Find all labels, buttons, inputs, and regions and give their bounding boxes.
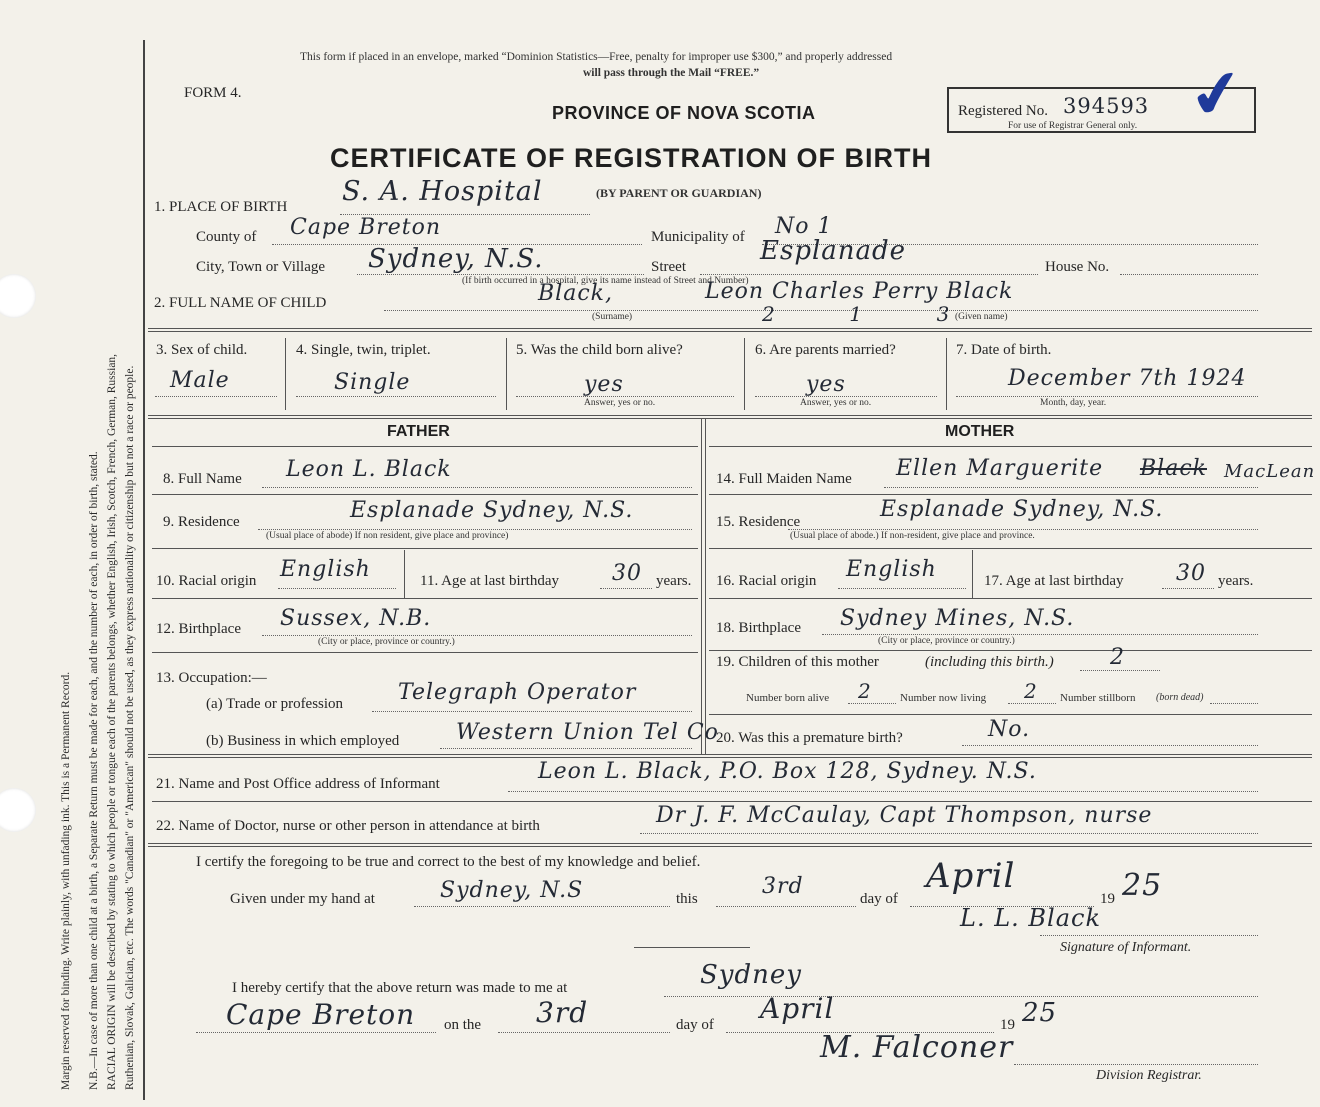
- multiple-birth-value: Single: [334, 370, 411, 395]
- stillborn-note: (born dead): [1156, 692, 1204, 703]
- born-alive-count-label: Number born alive: [746, 692, 830, 704]
- street-label: Street: [651, 259, 686, 275]
- certification-day-label: day of: [860, 891, 898, 907]
- certification-month: April: [926, 856, 1016, 896]
- father-business-label: (b) Business in which employed: [206, 733, 400, 749]
- father-birthplace-note: (City or place, province or country.): [318, 637, 455, 647]
- mother-birthplace-label: 18. Birthplace: [716, 620, 801, 636]
- given-name-note: (Given name): [955, 312, 1008, 322]
- now-living-value: 2: [1024, 679, 1038, 703]
- registrar-day: 3rd: [536, 996, 589, 1029]
- mother-name-value: Ellen Marguerite: [896, 456, 1104, 481]
- certification-year: 25: [1122, 868, 1163, 903]
- registrar-day-label: day of: [676, 1017, 714, 1033]
- doctor-value: Dr J. F. McCaulay, Capt Thompson, nurse: [656, 803, 1153, 828]
- mother-birthplace-note: (City or place, province or country.): [878, 636, 1015, 646]
- now-living-label: Number now living: [900, 692, 987, 704]
- father-age-label: 11. Age at last birthday: [420, 573, 559, 589]
- parents-married-value: yes: [806, 372, 846, 397]
- street-value: Esplanade: [760, 236, 907, 266]
- mother-residence-label: 15. Residence: [716, 514, 801, 530]
- father-residence-value: Esplanade Sydney, N.S.: [350, 498, 634, 523]
- father-heading: FATHER: [387, 423, 450, 440]
- informant-signature-label: Signature of Informant.: [1060, 940, 1192, 955]
- mother-children-note: (including this birth.): [925, 654, 1054, 670]
- child-name-order-marks: 2 1 3: [762, 302, 951, 326]
- sex-value: Male: [170, 368, 230, 393]
- punch-hole-bottom: [0, 788, 36, 832]
- checkmark-icon: ✔: [1184, 54, 1250, 135]
- mother-residence-value: Esplanade Sydney, N.S.: [880, 497, 1164, 522]
- county-value: Cape Breton: [290, 215, 442, 240]
- municipality-label: Municipality of: [651, 229, 745, 245]
- mother-racial-label: 16. Racial origin: [716, 573, 817, 589]
- registrar-place: Cape Breton: [226, 998, 416, 1031]
- doctor-label: 22. Name of Doctor, nurse or other person in attendance at birth: [156, 818, 540, 834]
- mother-age-value: 30: [1176, 561, 1206, 586]
- given-at-place: Sydney, N.S: [440, 878, 584, 903]
- house-number-label: House No.: [1045, 259, 1110, 275]
- certification-year-prefix: 19: [1100, 891, 1115, 907]
- father-age-value: 30: [612, 561, 642, 586]
- mother-age-label: 17. Age at last birthday: [984, 573, 1124, 589]
- mother-residence-note: (Usual place of abode.) If non-resident, give place and province.: [790, 531, 1035, 541]
- father-racial-label: 10. Racial origin: [156, 573, 257, 589]
- mother-heading: MOTHER: [945, 423, 1015, 440]
- father-residence-label: 9. Residence: [163, 514, 240, 530]
- certification-statement: I certify the foregoing to be true and correct to the best of my knowledge and belief.: [196, 854, 701, 870]
- registrar-year: 25: [1022, 998, 1058, 1028]
- father-birthplace-label: 12. Birthplace: [156, 621, 241, 637]
- punch-hole-top: [0, 274, 36, 318]
- this-label: this: [676, 891, 698, 907]
- mother-birthplace-value: Sydney Mines, N.S.: [840, 606, 1075, 631]
- premature-label: 20. Was this a premature birth?: [716, 730, 903, 746]
- mother-racial-value: English: [846, 557, 937, 582]
- registrar-place-top: Sydney: [700, 960, 802, 990]
- father-name-value: Leon L. Black: [286, 457, 452, 482]
- father-business-value: Western Union Tel Co: [456, 720, 719, 745]
- sex-label: 3. Sex of child.: [156, 342, 248, 358]
- informant-signature: L. L. Black: [960, 904, 1101, 932]
- father-occupation-label: 13. Occupation:—: [156, 670, 267, 686]
- county-label: County of: [196, 229, 257, 245]
- child-surname: Black,: [538, 281, 613, 306]
- place-of-birth-label: 1. PLACE OF BIRTH: [154, 199, 288, 215]
- place-of-birth-value: S. A. Hospital: [342, 176, 543, 207]
- registrar-month: April: [760, 992, 835, 1025]
- registrar-signature-label: Division Registrar.: [1096, 1068, 1202, 1083]
- city-value: Sydney, N.S.: [368, 244, 544, 274]
- stillborn-label: Number stillborn: [1060, 692, 1136, 704]
- mail-notice-line2: will pass through the Mail “FREE.”: [583, 67, 760, 79]
- premature-value: No.: [988, 717, 1031, 742]
- municipality-value: No 1: [775, 214, 833, 239]
- date-of-birth-value: December 7th 1924: [1008, 366, 1247, 391]
- father-name-label: 8. Full Name: [163, 471, 242, 487]
- registrar-year-prefix: 19: [1000, 1017, 1015, 1033]
- born-alive-label: 5. Was the child born alive?: [516, 342, 683, 358]
- father-trade-label: (a) Trade or profession: [206, 696, 344, 712]
- mother-children-label: 19. Children of this mother: [716, 654, 879, 670]
- mother-name-label: 14. Full Maiden Name: [716, 471, 852, 487]
- mother-name-after: MacLean: [1224, 461, 1316, 482]
- parents-married-label: 6. Are parents married?: [755, 342, 896, 358]
- informant-label: 21. Name and Post Office address of Informant: [156, 776, 440, 792]
- registrar-statement: I hereby certify that the above return was made to me at: [232, 980, 568, 996]
- form-number: FORM 4.: [184, 85, 242, 101]
- margin-note-multiple-births: N.B.—In case of more than one child at a birth, a Separate Return must be made for each, and the number of each, in order of birth, stated.: [88, 451, 100, 1090]
- certificate-title: CERTIFICATE OF REGISTRATION OF BIRTH: [330, 143, 932, 173]
- province-title: PROVINCE OF NOVA SCOTIA: [552, 103, 816, 123]
- mother-children-value: 2: [1110, 645, 1125, 670]
- mother-age-unit: years.: [1218, 573, 1254, 589]
- father-birthplace-value: Sussex, N.B.: [280, 606, 432, 631]
- hospital-note: (If birth occurred in a hospital, give its name instead of Street and Number): [462, 276, 749, 286]
- child-name-label: 2. FULL NAME OF CHILD: [154, 295, 327, 311]
- father-racial-value: English: [280, 557, 371, 582]
- registrar-on-label: on the: [444, 1017, 482, 1033]
- margin-note-racial-origin-2: Ruthenian, Slovak, Galician, etc. The words "Canadian" or "American" should not be used, as they express nationality or citizenship but not a race or people.: [124, 365, 136, 1090]
- registered-label: Registered No.: [958, 103, 1048, 119]
- father-trade-value: Telegraph Operator: [398, 680, 637, 705]
- registrar-only-note: For use of Registrar General only.: [1008, 121, 1138, 131]
- margin-border: [143, 40, 145, 1100]
- given-at-label: Given under my hand at: [230, 891, 375, 907]
- city-label: City, Town or Village: [196, 259, 326, 275]
- surname-note: (Surname): [592, 312, 633, 322]
- multiple-birth-label: 4. Single, twin, triplet.: [296, 342, 431, 358]
- certification-day: 3rd: [762, 874, 804, 899]
- informant-value: Leon L. Black, P.O. Box 128, Sydney. N.S.: [538, 759, 1037, 784]
- mother-name-struck: Black: [1140, 456, 1207, 481]
- mail-notice-line1: This form if placed in an envelope, marked “Dominion Statistics—Free, penalty for improper use $300,” and properly addressed: [300, 51, 893, 63]
- registrar-signature: M. Falconer: [820, 1030, 1014, 1065]
- margin-note-binding: Margin reserved for binding. Write plainly, with unfading ink. This is a Permanent Record.: [60, 671, 72, 1090]
- parents-married-note: Answer, yes or no.: [800, 398, 872, 408]
- father-residence-note: (Usual place of abode) If non resident, give place and province): [266, 531, 509, 541]
- margin-note-racial-origin-1: RACIAL ORIGIN will be described by stating to which people or tongue each of the parents belongs, whether English, Irish, Scotch, French, German, Russian,: [106, 353, 118, 1090]
- by-parent-note: (BY PARENT OR GUARDIAN): [596, 186, 762, 200]
- date-of-birth-note: Month, day, year.: [1040, 398, 1107, 408]
- born-alive-note: Answer, yes or no.: [584, 398, 656, 408]
- born-alive-count-value: 2: [858, 679, 872, 703]
- child-given-name: Leon Charles Perry Black: [705, 279, 1014, 304]
- date-of-birth-label: 7. Date of birth.: [956, 342, 1052, 358]
- born-alive-value: yes: [584, 372, 624, 397]
- father-age-unit: years.: [656, 573, 692, 589]
- registered-number: 394593: [1063, 94, 1150, 118]
